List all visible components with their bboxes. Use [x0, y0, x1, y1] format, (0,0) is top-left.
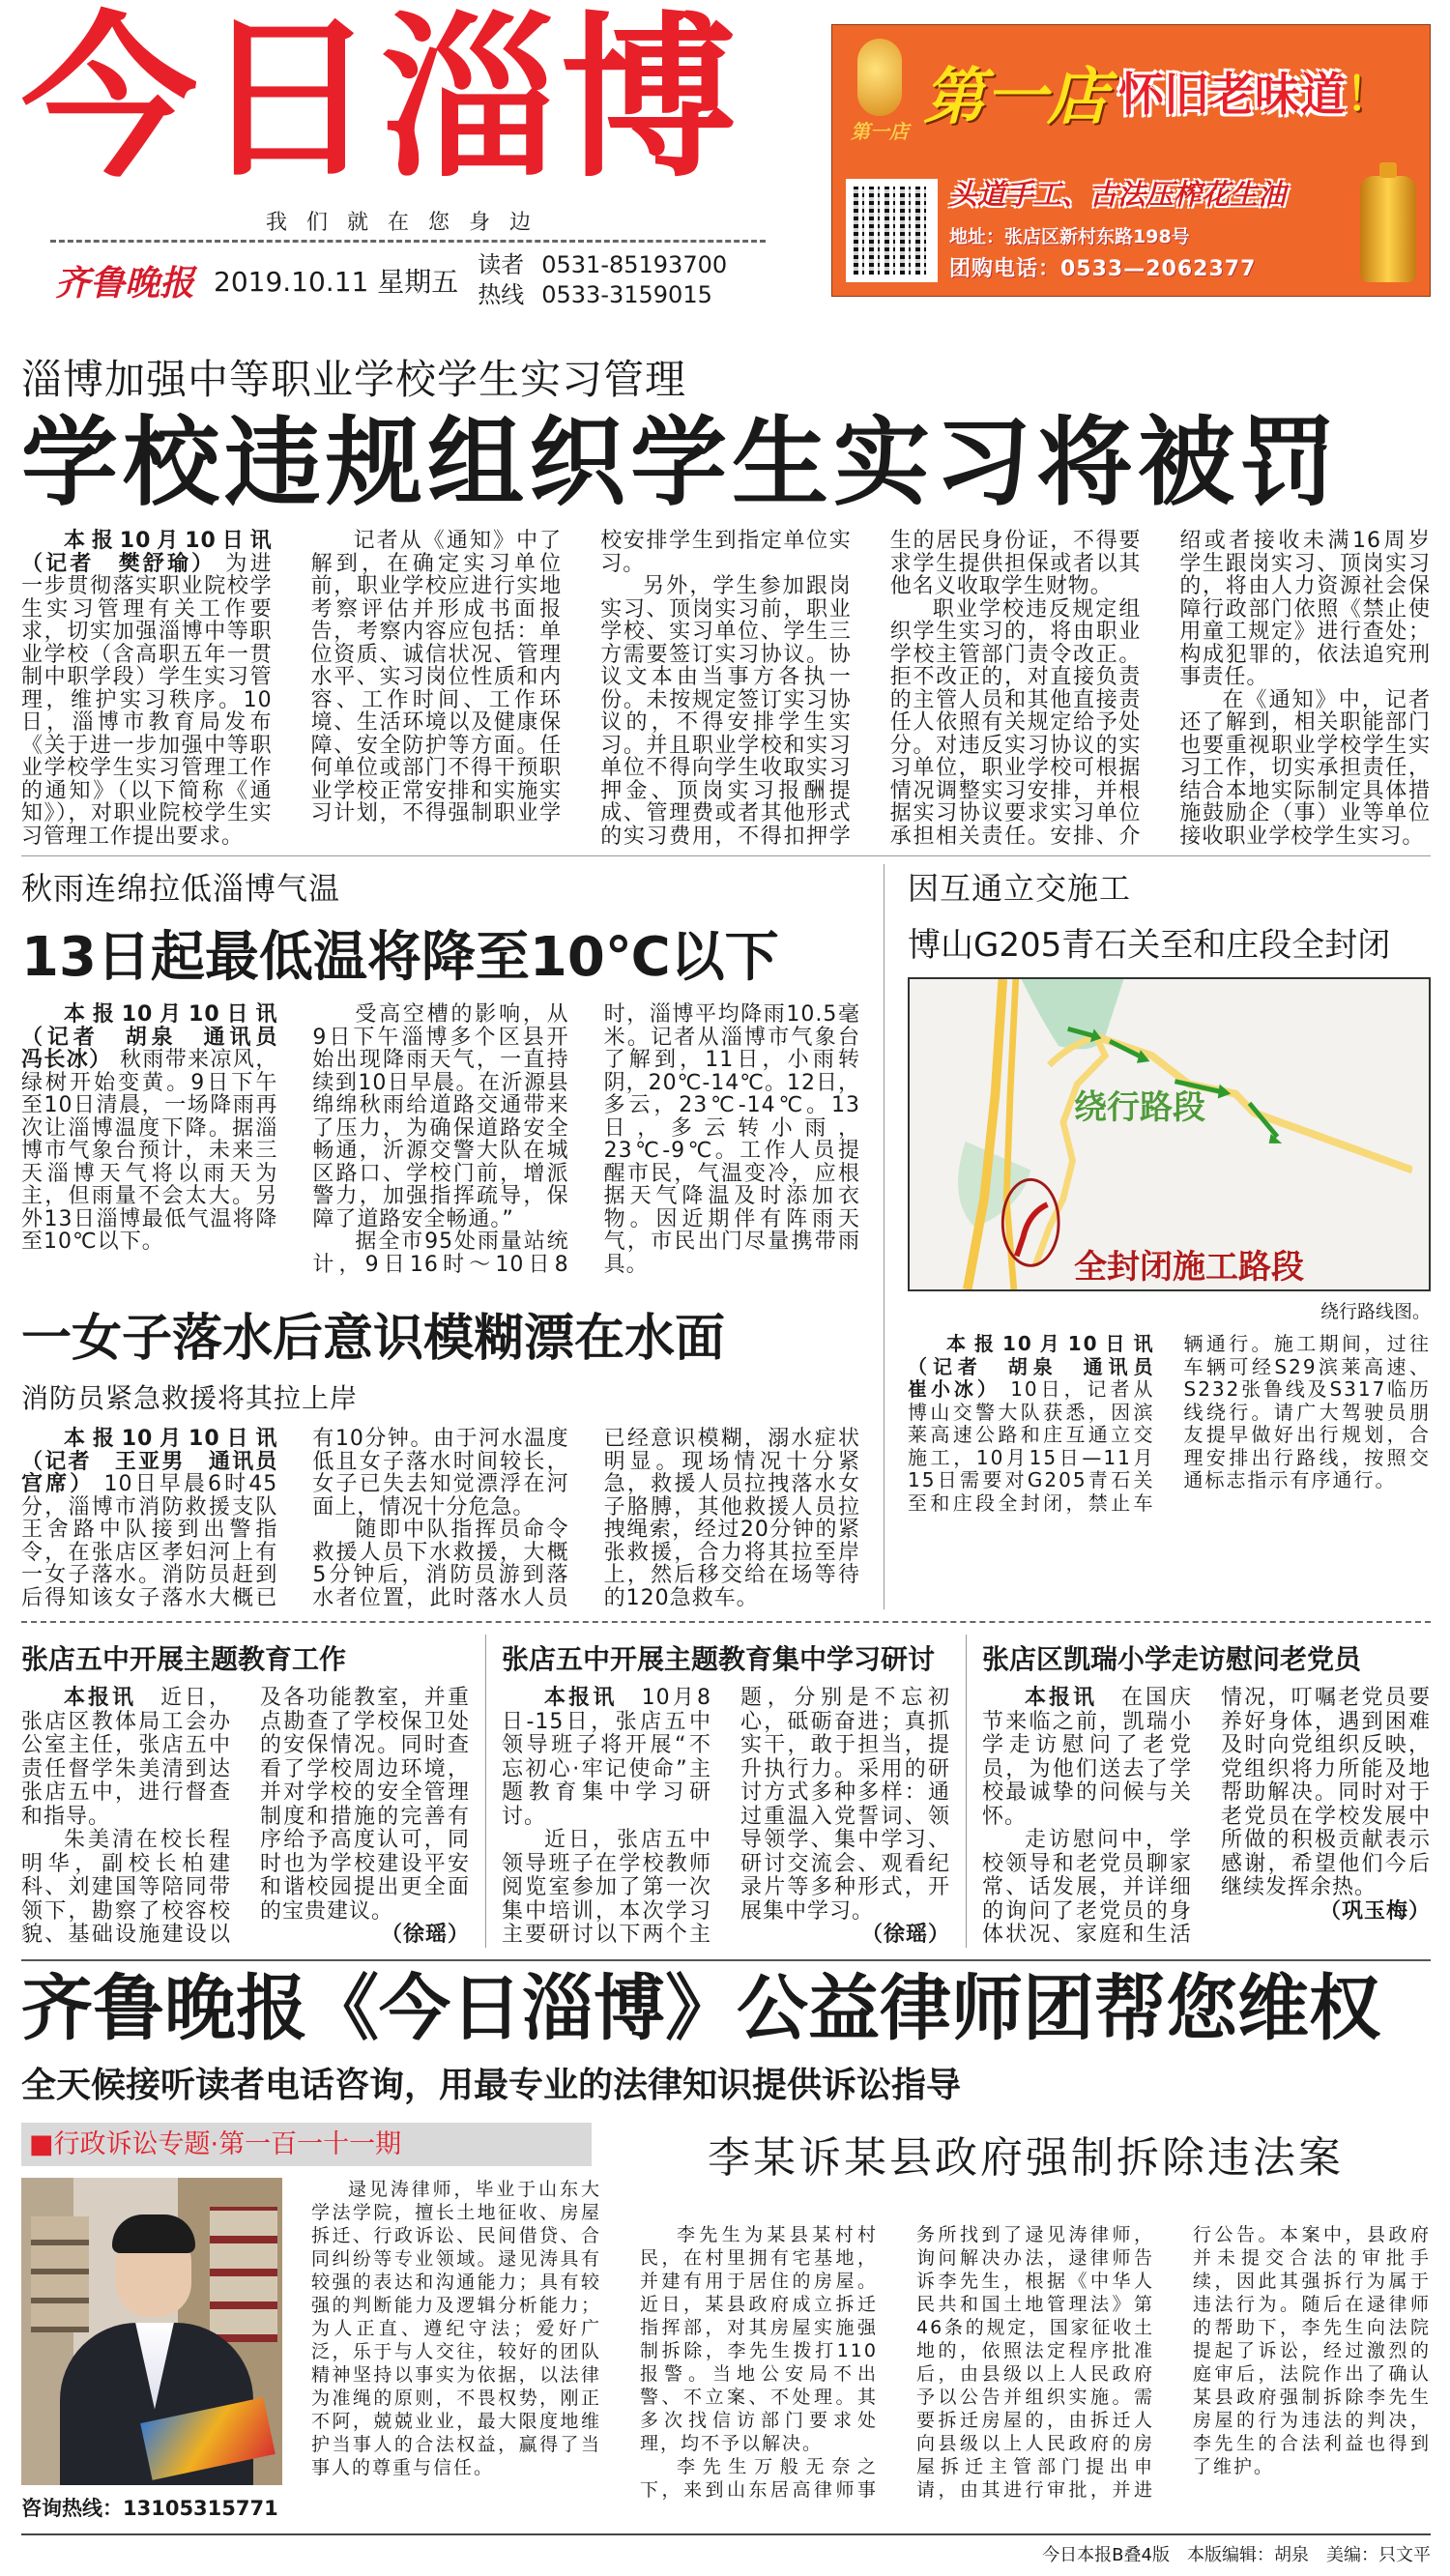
paragraph [312, 1003, 568, 1230]
lawyer-headline: 齐鲁晚报《今日淄博》公益律师团帮您维权 [21, 1966, 1380, 2050]
paper-logo: 齐鲁晚报 [55, 262, 195, 304]
qr-code-icon [846, 179, 938, 282]
paragraph: 李先生万般无奈之下，来到山东居高律师事务所找到了逯见涛律师，询问解决办法，逯律师告诉李先生，根据《中华人民共和国土地管理法》第46条的规定，国家征收土地的，依照法定程序批准后，由县级以上人民政府予以公告并组织实施。需要拆迁房屋的，由拆迁人向县级以上人民政府的房屋拆迁主管部门提出申请，由其进行审批，并进行公告。本案中，县政府并未提交合法的审批手续，因此其强拆行为属于违法行为。随后在逯律师的帮助下，李先生向法院提起了诉讼，经过激烈的庭审后，法院作出了确认某县政府强制拆除李先生房屋的行为违法的判决，李先生的合法利益也得到了维护。 [640, 2223, 1431, 2501]
article1-kicker: 淄博加强中等职业学校学生实习管理 [21, 356, 687, 403]
paragraph [21, 1687, 231, 1829]
paragraph-text: 据全市95处雨量站统计，9日16时～10日8时，淄博平均降雨10.5毫米。记者从淄博市气象台了解到，11日，小雨转阴，20℃-14℃。12日，多云，23℃-14℃。13日，多云转小雨，23℃-9℃。工作人员提醒市民，气温变冷，应根据天气降温及时添加衣物。因近期伴有阵雨天气，市民出门尽量携带雨具。 [312, 1002, 860, 1277]
case-title: 李某诉某县政府强制拆除违法案 [708, 2132, 1344, 2183]
byline: 本报10月10日讯（记者 胡泉 通讯员 冯长冰） [21, 1002, 301, 1072]
paragraph [1179, 689, 1431, 849]
oil-bottle-icon [1360, 176, 1416, 282]
ad-top-row [846, 39, 1416, 144]
short-article [485, 1635, 966, 1948]
paragraph-text: 10日早晨6时45分，淄博市消防救援支队王舍路中队接到出警指令，在张店区孝妇河上有一女子落水。消防员赶到后得知该女子落水大概已有10分钟。由于河水温度低且女子落水时间较长，女子已失去知觉漂浮在河面上，情况十分危急。 [21, 1427, 569, 1610]
author-signature: （徐瑶） [380, 1923, 470, 1947]
paragraph-text: 10月8日-15日，张店五中领导班子将开展“不忘初心·牢记使命”主题教育集中学习研讨。 [502, 1686, 711, 1829]
rescue-body [21, 1428, 860, 1609]
byline: 本报10月10日讯（记者 胡泉 通讯员 崔小冰） [908, 1332, 1176, 1401]
photo-bio [21, 2178, 601, 2522]
byline: 本报10月10日讯（记者 王亚男 通讯员 宫席） [21, 1427, 301, 1496]
paragraph [21, 1002, 301, 1254]
paragraph-text: 10日，记者从博山交警大队获悉，因滨莱高速公路和庄互通立交施工，10月15日—11月15日需要对G205青石关至和庄段全封闭，禁止车辆通行。施工期间，过往车辆可经S29滨莱高速、S232张鲁线及S317临历线绕行。请广大驾驶员朋友提早做好出行规划，合理安排出行路线，按照交通标志指示有序通行。 [908, 1332, 1431, 1515]
byline: 本报讯 [544, 1686, 618, 1710]
article1-body [21, 530, 1431, 848]
masthead-info [21, 250, 795, 310]
masthead-title: 今日淄博 [21, 0, 740, 201]
ad-logo-text: 第一店 [851, 120, 909, 143]
lawyer-subtitle: 全天候接听读者电话咨询，用最专业的法律知识提供诉讼指导 [21, 2065, 962, 2105]
ad-text [949, 173, 1348, 282]
hotline-number: 0533-3159015 [541, 281, 712, 308]
ad-logo [846, 39, 914, 144]
lawyer-row [21, 2123, 1431, 2522]
paragraph-text: 另外，学生参加跟岗实习、顶岗实习前，职业学校、实习单位、学生三方需要签订实习协议。协议文本由当事方各执一份。未按规定签订实习协议的，不得安排学生实习。并且职业学校和实习单位不得向学生收取实习押金、顶岗实习报酬提成、管理费或者其他形式的实习费用，不得扣押学生的居民身份证，不得要求学生提供担保或者以其他名义收取学生财物。 [600, 529, 1142, 849]
advertisement[interactable] [831, 24, 1431, 297]
hotlines [478, 250, 727, 310]
paragraph-text: 职业学校违反规定组织学生实习的，将由职业学校主管部门责令改正。拒不改正的，对直接负责的主管人员和其他直接责任人依照有关规定给予处分。对违反实习协议的实习单位，职业学校可根据情况调整实习安排，并根据实习协议要求实习单位承担相关责任。安排、介绍或者接收未满16周岁学生跟岗实习、顶岗实习的，将由人力资源社会保障行政部门依照《禁止使用童工规定》进行查处；构成犯罪的，依法追究刑事责任。 [889, 529, 1431, 849]
hotline-label: 读者 [478, 251, 525, 278]
lawyer-photo [21, 2178, 282, 2485]
ad-bottom-row [846, 173, 1416, 282]
hotline-label: 热线 [478, 281, 525, 308]
byline: 本报讯 [1025, 1686, 1097, 1710]
masthead [21, 0, 795, 310]
right-column [884, 864, 1431, 1609]
author-signature: （徐瑶） [860, 1923, 950, 1947]
footer-divider [21, 2533, 1431, 2535]
g205-road [1035, 1036, 1105, 1265]
detour-map [908, 977, 1431, 1291]
byline: 本报10月10日讯（记者 樊舒瑜） [21, 529, 273, 576]
lawyer-profile [21, 2123, 601, 2522]
lawyer-bio [311, 2178, 601, 2522]
road-headline: 博山G205青石关至和庄段全封闭 [908, 926, 1391, 965]
short-article-title: 张店五中开展主题教育集中学习研讨 [502, 1643, 936, 1675]
masthead-divider [50, 240, 766, 243]
lawyer-bio-text: 逯见涛律师，毕业于山东大学法学院，擅长土地征收、房屋拆迁、行政诉讼、民间借贷、合同纠纷等专业领域。逯见涛具有较强的表达和沟通能力；具有较强的判断能力及逻辑分析能力；为人正直、遵纪守法；爱好广泛，乐于与人交往，较好的团队精神坚持以事实为依据，以法律为准绳的原则，不畏权势，刚正不阿，兢兢业业，最大限度地维护当事人的合法权益，赢得了当事人的尊重与信任。 [311, 2178, 601, 2478]
section-divider [21, 1621, 1431, 1623]
highway-road [968, 979, 1003, 1289]
weather-body [21, 1003, 860, 1276]
highway-road [1006, 979, 1016, 1289]
photo-column [21, 2178, 282, 2522]
short-articles [21, 1635, 1431, 1948]
weather-headline: 13日起最低温将降至10℃以下 [21, 926, 779, 989]
paragraph-text: 近日，张店五中领导班子在学校教师阅览室参加了第一次集中培训，本次学习主要研讨以下两个主题，分别是不忘初心，砥砺奋进；真抓实干，敢于担当，提升执行力。采用的研讨方式多种多样：通过重温入党誓词、领导领学、集中学习、研讨交流会、观看纪录片等多种形式，开展集中学习。 [502, 1686, 950, 1947]
short-article-body [502, 1687, 950, 1948]
rescue-headline: 一女子落水后意识模糊漂在水面 [21, 1310, 726, 1368]
section-divider [21, 855, 1431, 856]
left-column [21, 864, 860, 1609]
paragraph [982, 1687, 1192, 1829]
case-body [640, 2223, 1431, 2502]
paragraph-text: 受高空槽的影响，从9日下午淄博多个区县开始出现降雨天气，一直持续到10日早晨。在沂源县绵绵秋雨给道路交通带来了压力，为确保道路安全畅通，沂源交警大队在城区路口、学校门前，增派警力，加强指挥疏导，保障了道路安全畅通。” [312, 1002, 569, 1231]
issue-date: 2019.10.11 星期五 [214, 266, 459, 298]
ad-brand: 第一店 [923, 61, 1109, 133]
hotline-number: 0531-85193700 [541, 251, 728, 278]
paragraph: 李先生为某县某村村民，在村里拥有宅基地，并建有用于居住的房屋。近日，某县政府成立拆迁指挥部，对其房屋实施强制拆除，李先生拨打110报警。当地公安局不出警、不立案、不处理。其多次找信访部门要求处理，均不予以解决。 [640, 2223, 878, 2454]
article1-headline: 学校违规组织学生实习将被罚 [21, 406, 1341, 519]
short-article-title: 张店区凯瑞小学走访慰问老党员 [982, 1643, 1362, 1675]
rescue-subtitle: 消防员紧急救援将其拉上岸 [21, 1382, 359, 1414]
paragraph-text: 随即中队指挥员命令救援人员下水救援，大概5分钟后，消防员游到落水者位置，此时落水人员已经意识模糊，溺水症状明显。现场情况十分紧急，救援人员拉拽落水女子胳膊，其他救援人员拉拽绳索，经过20分钟的紧张救援，合力将其拉至岸上，然后移交给在场等待的120急救车。 [312, 1427, 860, 1610]
short-article [21, 1635, 485, 1948]
ad-slogan [1118, 59, 1391, 124]
ad-address: 地址：张店区新村东路198号 [949, 226, 1190, 247]
ad-phone: 团购电话：0533—2062377 [949, 257, 1257, 281]
byline: 本报讯 [64, 1686, 136, 1710]
paragraph-text: 近日，张店区教体局工会办公室主任，张店五中责任督学朱美清到达张店五中，进行督查和指导。 [21, 1686, 231, 1829]
map-label-detour: 绕行路段 [1074, 1088, 1205, 1127]
paragraph-text: 走访慰问中，学校领导和老党员聊家常、话发展，并详细的询问了老党员的身体状况、家庭和生活情况，叮嘱老党员要养好身体，遇到困难及时向党组织反映，党组织将力所能及地帮助解决。同时对于老党员在学校发展中所做的积极贡献表示感谢，希望他们今后继续发挥余热。 [982, 1686, 1431, 1947]
map-caption: 绕行路线图。 [1320, 1301, 1431, 1322]
ad-tagline: 头道手工、古法压榨花生油 [949, 178, 1287, 211]
section-divider [21, 1959, 1431, 1961]
paragraph-text: 在国庆节来临之前，凯瑞小学走访慰问了老党员，为他们送去了学校最诚挚的问候与关怀。 [982, 1686, 1192, 1829]
paragraph-text: 为进一步贯彻落实职业院校学生实习管理有关工作要求，切实加强淄博中等职业学校（含高职五年一贯制中职学段）学生实习管理，维护实习秩序。10日，淄博市教育局发布《关于进一步加强中等职业学校学生实习管理工作的通知》（以下简称《通知》），对职业院校学生实习管理工作提出要求。 [21, 551, 273, 849]
masthead-row [21, 0, 1431, 319]
road-kicker: 因互通立交施工 [908, 870, 1132, 907]
paragraph-text: 朱美清在校长程明华，副校长柏建科、刘建国等陪同带领下，勘察了校容校貌、基础设施建设以及各功能教室，并重点勘查了学校保卫处的安保情况。同时查看了学校周边环境，并对学校的安全管理制度和措施的完善有序给予高度认可，同时也为学校建设平安和谐校园提出更全面的宝贵建议。 [21, 1686, 470, 1947]
paragraph [502, 1687, 711, 1829]
middle-row [21, 864, 1431, 1609]
short-article-body [21, 1687, 470, 1948]
short-article [966, 1635, 1431, 1948]
weather-kicker: 秋雨连绵拉低淄博气温 [21, 870, 341, 907]
paragraph-text: 秋雨带来凉风，绿树开始变黄。9日下午至10日清晨，一场降雨再次让淄博温度下降。据淄博市气象台预计，未来三天淄博天气将以雨天为主，但雨量不会太大。另外13日淄博最低气温将降至10℃以下。 [21, 1048, 278, 1254]
road-body [908, 1333, 1431, 1515]
peanut-logo-icon [857, 39, 902, 116]
paragraph [908, 1333, 1431, 1515]
case-section [640, 2123, 1431, 2522]
map-label-closed: 全封闭施工路段 [1074, 1248, 1304, 1287]
ad-exclaim: ！ [1346, 69, 1391, 122]
paragraph [21, 530, 273, 848]
masthead-slogan: 我们就在您身边 [265, 211, 550, 235]
page-info: 今日本报B叠4版 本版编辑：胡泉 美编：只文平 [1042, 2544, 1431, 2565]
short-article-title: 张店五中开展主题教育工作 [21, 1643, 347, 1675]
series-label: ■行政诉讼专题·第一百一十一期 [21, 2123, 592, 2166]
short-article-body [982, 1687, 1431, 1948]
paragraph-text: 在《通知》中，记者还了解到，相关职能部门也要重视职业学校学生实习工作，切实承担责任，结合本地实际制定具体措施鼓励企（事）业等单位接收职业学校学生实习。 [1179, 687, 1431, 849]
paragraph-text: 记者从《通知》中了解到，在确定实习单位前，职业学校应进行实地考察评估并形成书面报告，考察内容应包括：单位资质、诚信状况、管理水平、实习岗位性质和内容、工作时间、工作环境、生活环境以及健康保障、安全防护等方面。任何单位或部门不得干预职业学校正常安排和实施实习计划，不得强制职业学校安排学生到指定单位实习。 [310, 529, 852, 825]
author-signature: （巩玉梅） [1319, 1898, 1431, 1924]
lawyer-hotline: 咨询热线：13105315771 [21, 2496, 278, 2520]
ad-slogan-text: 怀旧老味道 [1118, 69, 1346, 122]
